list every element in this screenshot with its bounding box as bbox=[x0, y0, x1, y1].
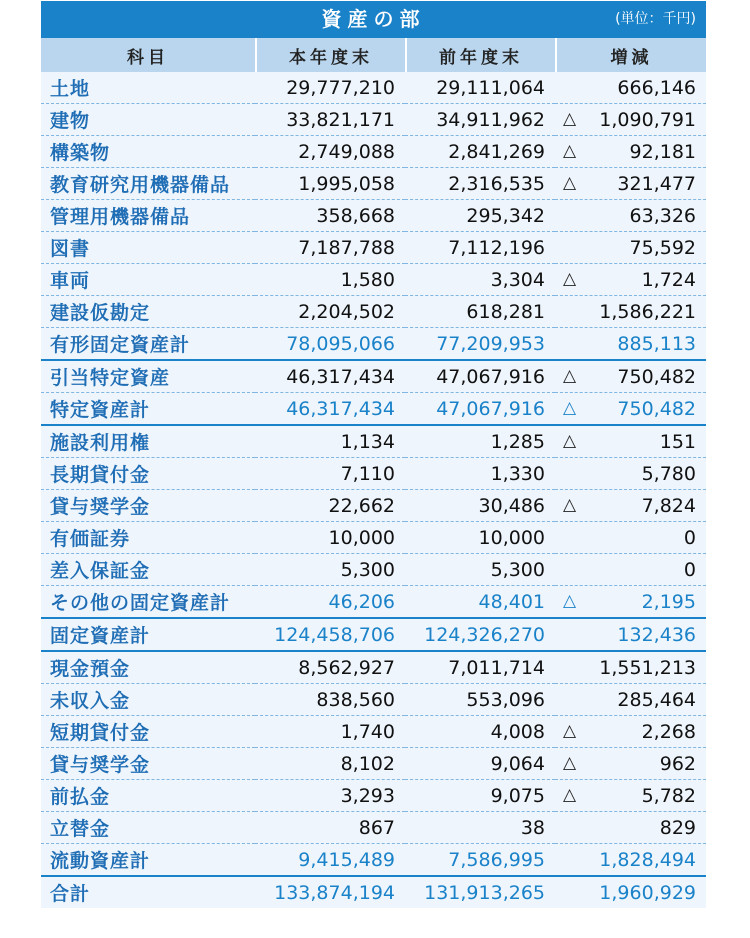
change-cell bbox=[555, 554, 706, 586]
current-year-value: 2,204,502 bbox=[255, 296, 405, 328]
change-cell bbox=[555, 168, 706, 200]
previous-year-value: 3,304 bbox=[405, 264, 555, 296]
previous-year-value: 9,075 bbox=[405, 780, 555, 812]
decrease-triangle-icon: △ bbox=[563, 591, 577, 611]
column-header-account: 科目 bbox=[41, 38, 255, 72]
account-name: 引当特定資産 bbox=[41, 361, 255, 393]
account-name: その他の固定資産計 bbox=[41, 586, 255, 619]
account-name: 構築物 bbox=[41, 136, 255, 168]
change-value: 1,090,791 bbox=[599, 108, 696, 131]
decrease-triangle-icon: △ bbox=[563, 785, 577, 805]
change-cell bbox=[555, 490, 706, 522]
account-name: 図書 bbox=[41, 232, 255, 264]
account-name: 管理用機器備品 bbox=[41, 200, 255, 232]
unit-note: (単位：千円) bbox=[615, 11, 696, 27]
change-cell bbox=[555, 716, 706, 748]
previous-year-value: 34,911,962 bbox=[405, 104, 555, 136]
previous-year-value: 7,011,714 bbox=[405, 652, 555, 684]
current-year-value: 8,102 bbox=[255, 748, 405, 780]
change-value: 829 bbox=[659, 816, 696, 839]
change-value: 2,195 bbox=[641, 590, 696, 613]
previous-year-value: 5,300 bbox=[405, 554, 555, 586]
account-name: 貸与奨学金 bbox=[41, 490, 255, 522]
account-name: 短期貸付金 bbox=[41, 716, 255, 748]
current-year-value: 838,560 bbox=[255, 684, 405, 716]
table-row bbox=[41, 877, 706, 908]
table-row bbox=[41, 490, 706, 522]
change-cell bbox=[555, 296, 706, 328]
decrease-triangle-icon: △ bbox=[563, 173, 577, 193]
decrease-triangle-icon: △ bbox=[563, 431, 577, 451]
change-value: 92,181 bbox=[629, 140, 696, 163]
change-value: 750,482 bbox=[617, 365, 696, 388]
current-year-value: 867 bbox=[255, 812, 405, 844]
table-row bbox=[41, 264, 706, 296]
previous-year-value: 47,067,916 bbox=[405, 361, 555, 393]
change-cell bbox=[555, 264, 706, 296]
change-cell bbox=[555, 328, 706, 361]
previous-year-value: 77,209,953 bbox=[405, 328, 555, 361]
account-name: 長期貸付金 bbox=[41, 458, 255, 490]
account-name: 建設仮勘定 bbox=[41, 296, 255, 328]
decrease-triangle-icon: △ bbox=[563, 721, 577, 741]
table-row bbox=[41, 780, 706, 812]
change-cell bbox=[555, 104, 706, 136]
previous-year-value: 131,913,265 bbox=[405, 877, 555, 908]
assets-table bbox=[41, 38, 706, 908]
current-year-value: 7,110 bbox=[255, 458, 405, 490]
change-value: 1,960,929 bbox=[599, 881, 696, 904]
table-row bbox=[41, 619, 706, 652]
change-value: 151 bbox=[659, 430, 696, 453]
change-value: 132,436 bbox=[617, 623, 696, 646]
current-year-value: 29,777,210 bbox=[255, 72, 405, 104]
table-row bbox=[41, 684, 706, 716]
previous-year-value: 295,342 bbox=[405, 200, 555, 232]
table-header-row bbox=[41, 38, 706, 72]
title-bar bbox=[41, 1, 706, 38]
table-row bbox=[41, 748, 706, 780]
current-year-value: 358,668 bbox=[255, 200, 405, 232]
current-year-value: 22,662 bbox=[255, 490, 405, 522]
account-name: 前払金 bbox=[41, 780, 255, 812]
change-value: 321,477 bbox=[617, 172, 696, 195]
current-year-value: 1,740 bbox=[255, 716, 405, 748]
change-cell bbox=[555, 652, 706, 684]
previous-year-value: 29,111,064 bbox=[405, 72, 555, 104]
table-row bbox=[41, 72, 706, 104]
account-name: 現金預金 bbox=[41, 652, 255, 684]
account-name: 車両 bbox=[41, 264, 255, 296]
account-name: 固定資産計 bbox=[41, 619, 255, 652]
change-cell bbox=[555, 748, 706, 780]
account-name: 施設利用権 bbox=[41, 426, 255, 458]
change-cell bbox=[555, 684, 706, 716]
table-body bbox=[41, 72, 706, 908]
change-value: 285,464 bbox=[617, 688, 696, 711]
current-year-value: 46,317,434 bbox=[255, 361, 405, 393]
table-row bbox=[41, 232, 706, 264]
previous-year-value: 1,330 bbox=[405, 458, 555, 490]
decrease-triangle-icon: △ bbox=[563, 141, 577, 161]
table-row bbox=[41, 586, 706, 619]
change-cell bbox=[555, 200, 706, 232]
table-row bbox=[41, 458, 706, 490]
change-value: 5,780 bbox=[641, 462, 696, 485]
account-name: 建物 bbox=[41, 104, 255, 136]
account-name: 差入保証金 bbox=[41, 554, 255, 586]
previous-year-value: 30,486 bbox=[405, 490, 555, 522]
change-value: 1,724 bbox=[641, 268, 696, 291]
current-year-value: 78,095,066 bbox=[255, 328, 405, 361]
previous-year-value: 1,285 bbox=[405, 426, 555, 458]
account-name: 有形固定資産計 bbox=[41, 328, 255, 361]
change-cell bbox=[555, 361, 706, 393]
table-row bbox=[41, 426, 706, 458]
change-value: 1,828,494 bbox=[599, 848, 696, 871]
current-year-value: 133,874,194 bbox=[255, 877, 405, 908]
balance-sheet-assets bbox=[41, 1, 706, 908]
change-cell bbox=[555, 426, 706, 458]
table-row bbox=[41, 136, 706, 168]
section-title: 資産の部 bbox=[321, 7, 426, 31]
current-year-value: 9,415,489 bbox=[255, 844, 405, 877]
previous-year-value: 47,067,916 bbox=[405, 393, 555, 426]
current-year-value: 8,562,927 bbox=[255, 652, 405, 684]
current-year-value: 10,000 bbox=[255, 522, 405, 554]
table-row bbox=[41, 393, 706, 426]
table-row bbox=[41, 104, 706, 136]
decrease-triangle-icon: △ bbox=[563, 753, 577, 773]
change-value: 1,551,213 bbox=[599, 656, 696, 679]
previous-year-value: 9,064 bbox=[405, 748, 555, 780]
previous-year-value: 38 bbox=[405, 812, 555, 844]
current-year-value: 124,458,706 bbox=[255, 619, 405, 652]
table-row bbox=[41, 522, 706, 554]
table-row bbox=[41, 200, 706, 232]
decrease-triangle-icon: △ bbox=[563, 398, 577, 418]
change-cell bbox=[555, 586, 706, 619]
account-name: 特定資産計 bbox=[41, 393, 255, 426]
current-year-value: 46,206 bbox=[255, 586, 405, 619]
table-row bbox=[41, 168, 706, 200]
previous-year-value: 7,586,995 bbox=[405, 844, 555, 877]
change-value: 750,482 bbox=[617, 397, 696, 420]
decrease-triangle-icon: △ bbox=[563, 495, 577, 515]
change-value: 0 bbox=[683, 526, 696, 549]
change-value: 5,782 bbox=[641, 784, 696, 807]
current-year-value: 1,134 bbox=[255, 426, 405, 458]
account-name: 未収入金 bbox=[41, 684, 255, 716]
account-name: 合計 bbox=[41, 877, 255, 908]
change-value: 962 bbox=[659, 752, 696, 775]
previous-year-value: 553,096 bbox=[405, 684, 555, 716]
change-cell bbox=[555, 844, 706, 877]
previous-year-value: 2,841,269 bbox=[405, 136, 555, 168]
column-header-change: 増減 bbox=[555, 38, 706, 72]
current-year-value: 46,317,434 bbox=[255, 393, 405, 426]
previous-year-value: 7,112,196 bbox=[405, 232, 555, 264]
current-year-value: 1,580 bbox=[255, 264, 405, 296]
table-row bbox=[41, 554, 706, 586]
decrease-triangle-icon: △ bbox=[563, 109, 577, 129]
change-cell bbox=[555, 877, 706, 908]
account-name: 土地 bbox=[41, 72, 255, 104]
decrease-triangle-icon: △ bbox=[563, 269, 577, 289]
current-year-value: 1,995,058 bbox=[255, 168, 405, 200]
account-name: 有価証券 bbox=[41, 522, 255, 554]
change-value: 63,326 bbox=[629, 204, 696, 227]
change-value: 0 bbox=[683, 558, 696, 581]
account-name: 流動資産計 bbox=[41, 844, 255, 877]
column-header-current: 本年度末 bbox=[255, 38, 405, 72]
change-value: 75,592 bbox=[629, 236, 696, 259]
change-value: 666,146 bbox=[617, 76, 696, 99]
previous-year-value: 10,000 bbox=[405, 522, 555, 554]
change-cell bbox=[555, 393, 706, 426]
change-value: 2,268 bbox=[641, 720, 696, 743]
change-cell bbox=[555, 136, 706, 168]
table-row bbox=[41, 812, 706, 844]
account-name: 立替金 bbox=[41, 812, 255, 844]
current-year-value: 5,300 bbox=[255, 554, 405, 586]
change-value: 1,586,221 bbox=[599, 300, 696, 323]
previous-year-value: 618,281 bbox=[405, 296, 555, 328]
account-name: 貸与奨学金 bbox=[41, 748, 255, 780]
change-cell bbox=[555, 458, 706, 490]
current-year-value: 7,187,788 bbox=[255, 232, 405, 264]
current-year-value: 33,821,171 bbox=[255, 104, 405, 136]
table-row bbox=[41, 652, 706, 684]
change-cell bbox=[555, 619, 706, 652]
change-cell bbox=[555, 72, 706, 104]
change-cell bbox=[555, 780, 706, 812]
column-header-previous: 前年度末 bbox=[405, 38, 555, 72]
previous-year-value: 4,008 bbox=[405, 716, 555, 748]
table-row bbox=[41, 361, 706, 393]
change-value: 7,824 bbox=[641, 494, 696, 517]
account-name: 教育研究用機器備品 bbox=[41, 168, 255, 200]
table-row bbox=[41, 716, 706, 748]
change-cell bbox=[555, 522, 706, 554]
change-cell bbox=[555, 232, 706, 264]
previous-year-value: 48,401 bbox=[405, 586, 555, 619]
previous-year-value: 2,316,535 bbox=[405, 168, 555, 200]
current-year-value: 2,749,088 bbox=[255, 136, 405, 168]
table-row bbox=[41, 328, 706, 361]
decrease-triangle-icon: △ bbox=[563, 366, 577, 386]
previous-year-value: 124,326,270 bbox=[405, 619, 555, 652]
table-row bbox=[41, 296, 706, 328]
table-row bbox=[41, 844, 706, 877]
change-value: 885,113 bbox=[617, 332, 696, 355]
change-cell bbox=[555, 812, 706, 844]
current-year-value: 3,293 bbox=[255, 780, 405, 812]
